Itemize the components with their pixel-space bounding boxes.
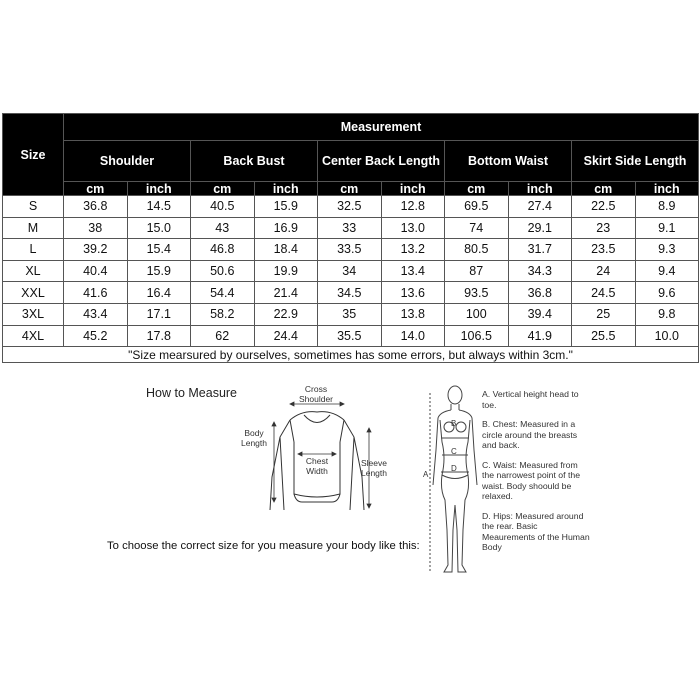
measurement-cell: 13.2 — [381, 239, 445, 261]
size-label-cell: L — [3, 239, 64, 261]
measurement-cell: 24 — [572, 260, 636, 282]
legend-item-c: C. Waist: Measured from the narrowest point of the waist. Body shoould be relaxed. — [482, 459, 581, 501]
measurement-cell: 35.5 — [318, 325, 382, 347]
column-group-header: Bottom Waist — [445, 141, 572, 182]
size-column-header: Size — [3, 114, 64, 196]
measurement-cell: 22.9 — [254, 303, 318, 325]
measurement-cell: 54.4 — [191, 282, 255, 304]
measurement-cell: 16.4 — [127, 282, 191, 304]
body-length-label: Body Length — [241, 428, 267, 448]
measurement-cell: 13.0 — [381, 217, 445, 239]
measurement-cell: 50.6 — [191, 260, 255, 282]
chest-width-label: Chest Width — [305, 456, 329, 476]
measurement-cell: 15.0 — [127, 217, 191, 239]
measurement-cell: 40.5 — [191, 196, 255, 218]
measurement-cell: 41.9 — [508, 325, 572, 347]
legend-item-a: A. Vertical height head to toe. — [482, 389, 579, 410]
size-instruction: To choose the correct size for you measure your body like this: — [107, 540, 420, 552]
measurement-cell: 13.4 — [381, 260, 445, 282]
measurement-cell: 80.5 — [445, 239, 509, 261]
measurement-cell: 106.5 — [445, 325, 509, 347]
measurement-cell: 40.4 — [64, 260, 128, 282]
measurement-cell: 62 — [191, 325, 255, 347]
measurement-cell: 23.5 — [572, 239, 636, 261]
measurement-cell: 35 — [318, 303, 382, 325]
measurement-cell: 34 — [318, 260, 382, 282]
legend-item-b: B. Chest: Measured in a circle around the breasts and back. — [482, 419, 578, 450]
measurement-cell: 43.4 — [64, 303, 128, 325]
size-label-cell: 3XL — [3, 303, 64, 325]
measurement-cell: 16.9 — [254, 217, 318, 239]
sleeve-length-label: Sleeve Length — [361, 458, 387, 478]
measurement-cell: 34.3 — [508, 260, 572, 282]
unit-header: cm — [445, 182, 509, 196]
table-row — [3, 196, 699, 218]
measurement-cell: 9.4 — [635, 260, 699, 282]
table-row — [3, 260, 699, 282]
measurement-cell: 87 — [445, 260, 509, 282]
measurement-cell: 39.2 — [64, 239, 128, 261]
table-row — [3, 239, 699, 261]
garment-diagram — [232, 382, 402, 517]
measurement-cell: 12.8 — [381, 196, 445, 218]
measurement-cell: 14.5 — [127, 196, 191, 218]
measurement-legend — [482, 389, 592, 562]
measurement-cell: 18.4 — [254, 239, 318, 261]
column-group-header: Back Bust — [191, 141, 318, 182]
cross-shoulder-label: Cross Shoulder — [298, 384, 334, 404]
size-label-cell: XXL — [3, 282, 64, 304]
measurement-cell: 58.2 — [191, 303, 255, 325]
marker-a: A — [423, 470, 429, 479]
measurement-cell: 9.1 — [635, 217, 699, 239]
column-group-header: Shoulder — [64, 141, 191, 182]
measurement-cell: 14.0 — [381, 325, 445, 347]
measurement-cell: 9.3 — [635, 239, 699, 261]
unit-header: cm — [318, 182, 382, 196]
unit-header: cm — [572, 182, 636, 196]
measurement-cell: 33 — [318, 217, 382, 239]
measurement-header: Measurement — [64, 114, 699, 141]
unit-header: inch — [381, 182, 445, 196]
marker-d: D — [451, 464, 457, 473]
measurement-cell: 93.5 — [445, 282, 509, 304]
measurement-cell: 100 — [445, 303, 509, 325]
table-row — [3, 325, 699, 347]
column-group-header: Skirt Side Length — [572, 141, 699, 182]
size-table — [2, 113, 699, 363]
unit-header: cm — [191, 182, 255, 196]
measurement-cell: 13.6 — [381, 282, 445, 304]
measurement-cell: 21.4 — [254, 282, 318, 304]
measurement-cell: 24.4 — [254, 325, 318, 347]
measurement-cell: 38 — [64, 217, 128, 239]
measurement-cell: 32.5 — [318, 196, 382, 218]
human-body-icon — [420, 380, 490, 580]
measurement-cell: 9.8 — [635, 303, 699, 325]
measurement-cell: 8.9 — [635, 196, 699, 218]
size-chart — [2, 113, 698, 363]
measurement-cell: 39.4 — [508, 303, 572, 325]
table-row — [3, 217, 699, 239]
body-diagram — [420, 380, 490, 580]
table-row — [3, 282, 699, 304]
measurement-cell: 17.8 — [127, 325, 191, 347]
measurement-cell: 74 — [445, 217, 509, 239]
measurement-cell: 17.1 — [127, 303, 191, 325]
column-group-header: Center Back Length — [318, 141, 445, 182]
unit-header: inch — [635, 182, 699, 196]
table-note: "Size mearsured by ourselves, sometimes has some errors, but always within 3cm." — [3, 347, 699, 363]
measurement-cell: 25 — [572, 303, 636, 325]
measurement-cell: 10.0 — [635, 325, 699, 347]
how-to-measure-title: How to Measure — [146, 386, 238, 400]
marker-c: C — [451, 447, 457, 456]
measurement-cell: 24.5 — [572, 282, 636, 304]
measurement-cell: 15.9 — [127, 260, 191, 282]
measurement-cell: 9.6 — [635, 282, 699, 304]
measurement-cell: 31.7 — [508, 239, 572, 261]
measurement-cell: 15.4 — [127, 239, 191, 261]
measurement-cell: 46.8 — [191, 239, 255, 261]
unit-header: inch — [508, 182, 572, 196]
size-label-cell: XL — [3, 260, 64, 282]
measurement-cell: 36.8 — [508, 282, 572, 304]
measurement-cell: 69.5 — [445, 196, 509, 218]
measurement-cell: 34.5 — [318, 282, 382, 304]
unit-header: inch — [127, 182, 191, 196]
measurement-cell: 36.8 — [64, 196, 128, 218]
size-label-cell: 4XL — [3, 325, 64, 347]
measurement-cell: 13.8 — [381, 303, 445, 325]
table-note-row — [3, 347, 699, 363]
unit-header: inch — [254, 182, 318, 196]
measurement-cell: 29.1 — [508, 217, 572, 239]
measurement-cell: 15.9 — [254, 196, 318, 218]
measurement-cell: 33.5 — [318, 239, 382, 261]
measurement-cell: 43 — [191, 217, 255, 239]
measurement-cell: 27.4 — [508, 196, 572, 218]
size-label-cell: S — [3, 196, 64, 218]
marker-b: B — [451, 419, 457, 428]
table-row — [3, 303, 699, 325]
measurement-cell: 23 — [572, 217, 636, 239]
measurement-cell: 19.9 — [254, 260, 318, 282]
measurement-cell: 41.6 — [64, 282, 128, 304]
measurement-cell: 45.2 — [64, 325, 128, 347]
unit-header: cm — [64, 182, 128, 196]
size-label-cell: M — [3, 217, 64, 239]
measurement-cell: 25.5 — [572, 325, 636, 347]
measurement-cell: 22.5 — [572, 196, 636, 218]
legend-item-d: D. Hips: Measured around the rear. Basic Meaurements of the Human Body — [482, 510, 590, 552]
